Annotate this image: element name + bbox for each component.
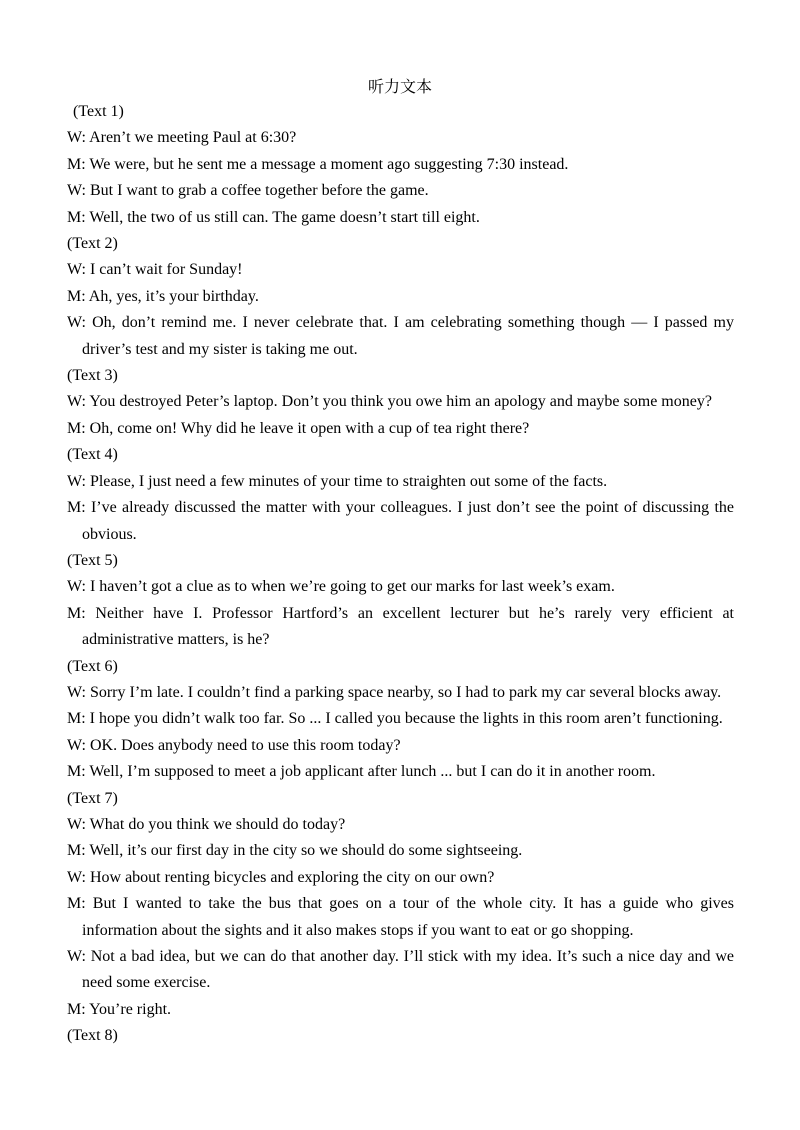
section-label: (Text 1) xyxy=(73,103,124,120)
dialogue-line: W: How about renting bicycles and exploring the city on our own? xyxy=(67,868,495,886)
dialogue-line: W: Not a bad idea, but we can do that another day. I’ll stick with my idea. It’s such a nice day and we need some exercise. xyxy=(67,948,734,992)
dialogue-line: M: I hope you didn’t walk too far. So ... I called you because the lights in this room aren’t functioning. xyxy=(67,710,723,728)
dialogue-line: W: You destroyed Peter’s laptop. Don’t you think you owe him an apology and maybe some money? xyxy=(67,393,712,411)
dialogue-line: W: Sorry I’m late. I couldn’t find a parking space nearby, so I had to park my car several blocks away. xyxy=(67,683,722,701)
dialogue-line: W: Please, I just need a few minutes of your time to straighten out some of the facts. xyxy=(67,472,608,490)
dialogue-line: M: Well, it’s our first day in the city so we should do some sightseeing. xyxy=(67,842,523,860)
section-label: (Text 7) xyxy=(67,789,118,807)
dialogue-line: W: I haven’t got a clue as to when we’re going to get our marks for last week’s exam. xyxy=(67,578,615,596)
dialogue-line: W: Aren’t we meeting Paul at 6:30? xyxy=(67,129,297,147)
section-label: (Text 3) xyxy=(67,367,118,385)
dialogue-line: W: What do you think we should do today? xyxy=(67,815,346,833)
dialogue-line: M: Ah, yes, it’s your birthday. xyxy=(67,287,259,305)
dialogue-line: M: Oh, come on! Why did he leave it open with a cup of tea right there? xyxy=(67,419,530,437)
section-label: (Text 2) xyxy=(67,235,118,253)
dialogue-line: M: We were, but he sent me a message a moment ago suggesting 7:30 instead. xyxy=(67,155,569,173)
section-label: (Text 5) xyxy=(67,551,118,569)
dialogue-line: M: Neither have I. Professor Hartford’s an excellent lecturer but he’s rarely very efficient at administrative matters, is he? xyxy=(67,604,734,649)
dialogue-line: M: I’ve already discussed the matter with your colleagues. I just don’t see the point of discussing the obvious. xyxy=(67,499,734,543)
dialogue-line: M: Well, the two of us still can. The game doesn’t start till eight. xyxy=(67,208,480,226)
dialogue-line: M: You’re right. xyxy=(67,1000,172,1018)
transcript-body xyxy=(67,99,734,1050)
section-label: (Text 8) xyxy=(67,1027,118,1045)
dialogue-line: M: Well, I’m supposed to meet a job applicant after lunch ... but I can do it in another room. xyxy=(67,763,656,781)
dialogue-line: M: But I wanted to take the bus that goes on a tour of the whole city. It has a guide who gives information about the sights and it also makes stops if you want to eat or go shopping. xyxy=(67,895,734,939)
document-title: 听力文本 xyxy=(367,77,432,96)
dialogue-line: W: But I want to grab a coffee together before the game. xyxy=(67,182,429,200)
section-label: (Text 4) xyxy=(67,446,118,464)
dialogue-line: W: OK. Does anybody need to use this room today? xyxy=(67,736,401,754)
dialogue-line: W: I can’t wait for Sunday! xyxy=(67,261,243,279)
section-label: (Text 6) xyxy=(67,657,118,675)
dialogue-line: W: Oh, don’t remind me. I never celebrate that. I am celebrating something though — I passed my driver’s test and my sister is taking me out. xyxy=(67,314,734,358)
